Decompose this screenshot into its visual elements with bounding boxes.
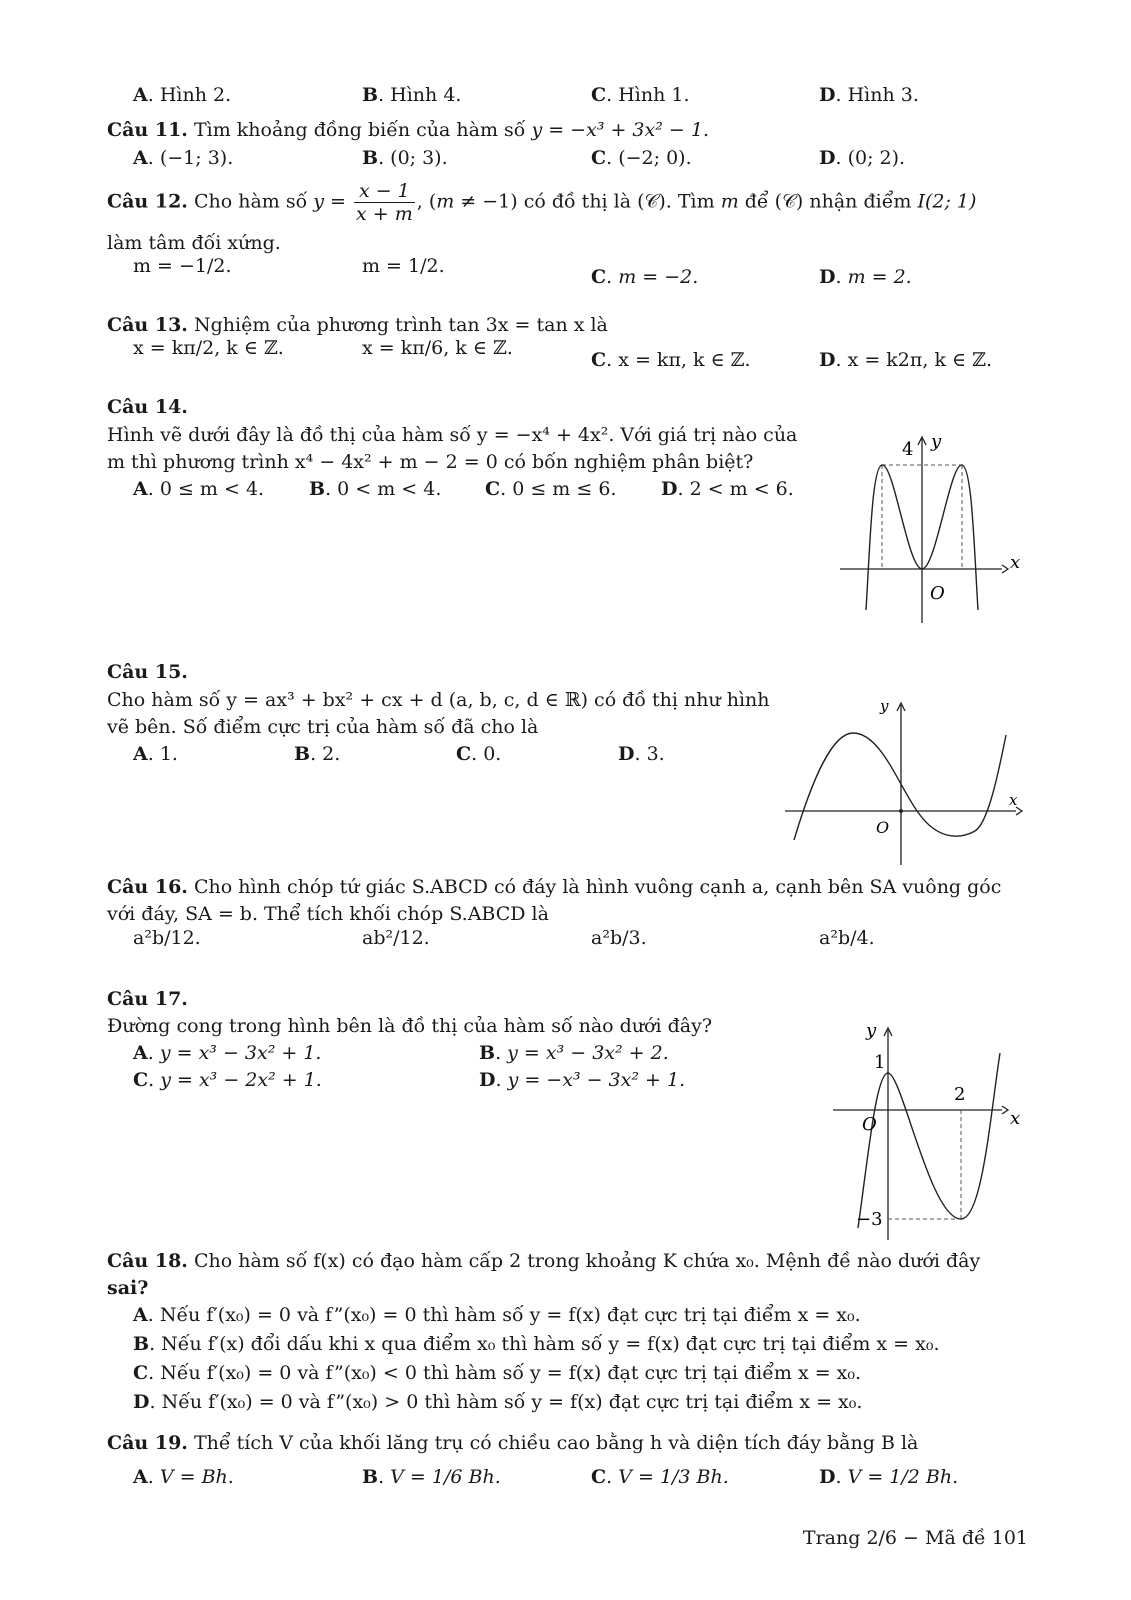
q12-option-d: D. m = 2. bbox=[819, 266, 912, 288]
q12-option-c: C. m = −2. bbox=[591, 266, 699, 288]
q18-option-c: C. Nếu f′(x₀) = 0 và f”(x₀) < 0 thì hàm số y = f(x) đạt cực trị tại điểm x = x₀. bbox=[133, 1362, 862, 1384]
q11-label: Câu 11. bbox=[107, 119, 188, 141]
q17-label-y: y bbox=[866, 1020, 877, 1041]
q12-label: Câu 12. bbox=[107, 190, 188, 213]
q13-option-a: x = kπ/2, k ∈ ℤ. bbox=[133, 337, 284, 359]
q16-option-a: a²b/12. bbox=[133, 927, 201, 949]
q18-line2: sai? bbox=[107, 1277, 149, 1299]
q17-label-o: O bbox=[862, 1114, 877, 1135]
q15-label-o: O bbox=[876, 818, 890, 837]
q13-option-b: x = kπ/6, k ∈ ℤ. bbox=[362, 337, 513, 359]
q16-option-b: ab²/12. bbox=[362, 927, 430, 949]
q16-line2: với đáy, SA = b. Thể tích khối chóp S.ABCD là bbox=[107, 903, 549, 925]
q18-label: Câu 18. bbox=[107, 1250, 188, 1272]
q18-option-b: B. Nếu f′(x) đổi dấu khi x qua điểm x₀ thì hàm số y = f(x) đạt cực trị tại điểm x = x₀. bbox=[133, 1333, 940, 1355]
q14-option-a: A. 0 ≤ m < 4. bbox=[133, 478, 265, 500]
q14-graph bbox=[830, 425, 1030, 635]
q12-fraction: $\frac{x - 1}{x + m}$ bbox=[356, 180, 413, 225]
q19-option-c: C. V = 1/3 Bh. bbox=[591, 1466, 729, 1488]
q17-label-2: 2 bbox=[954, 1084, 966, 1105]
q16-option-c: a²b/3. bbox=[591, 927, 647, 949]
q14-option-b: B. 0 < m < 4. bbox=[309, 478, 442, 500]
q19-option-b: B. V = 1/6 Bh. bbox=[362, 1466, 501, 1488]
q11-option-b: B. (0; 3). bbox=[362, 147, 448, 169]
q15-label: Câu 15. bbox=[107, 661, 188, 683]
q19-label: Câu 19. bbox=[107, 1432, 188, 1454]
q14-label-y: y bbox=[931, 431, 942, 452]
q13-label: Câu 13. bbox=[107, 314, 188, 336]
q17-curve bbox=[858, 1053, 1000, 1228]
q15-graph bbox=[780, 695, 1030, 870]
q13-option-c: C. x = kπ, k ∈ ℤ. bbox=[591, 349, 751, 371]
q14-label-x: x bbox=[1010, 552, 1021, 573]
q12-option-a: m = −1/2. bbox=[133, 255, 232, 277]
q11-option-c: C. (−2; 0). bbox=[591, 147, 692, 169]
q18-option-a: A. Nếu f′(x₀) = 0 và f”(x₀) = 0 thì hàm số y = f(x) đạt cực trị tại điểm x = x₀. bbox=[133, 1304, 861, 1326]
q10-option-c: C. Hình 1. bbox=[591, 84, 690, 106]
q12-stem: Câu 12. Cho hàm số y = $\frac{x - 1}{x + m}$ , (m ≠ −1) có đồ thị là (𝒞). Tìm m để (𝒞) nhận điểm I(2; 1) bbox=[107, 180, 977, 225]
q15-line2: vẽ bên. Số điểm cực trị của hàm số đã cho là bbox=[107, 716, 539, 738]
q19-stem: Câu 19. Thể tích V của khối lăng trụ có chiều cao bằng h và diện tích đáy bằng B là bbox=[107, 1432, 919, 1454]
q10-option-d: D. Hình 3. bbox=[819, 84, 919, 106]
q14-label-o: O bbox=[930, 583, 945, 604]
q19-option-a: A. V = Bh. bbox=[133, 1466, 234, 1488]
q14-label-4: 4 bbox=[902, 439, 914, 460]
q12-line2: làm tâm đối xứng. bbox=[107, 232, 281, 254]
q17-option-a: A. y = x³ − 3x² + 1. bbox=[133, 1042, 322, 1064]
q17-option-c: C. y = x³ − 2x² + 1. bbox=[133, 1069, 322, 1091]
q17-label-minus3: −3 bbox=[856, 1209, 883, 1230]
page-footer: Trang 2/6 − Mã đề 101 bbox=[802, 1527, 1028, 1549]
q15-option-c: C. 0. bbox=[456, 743, 502, 765]
q10-option-b: B. Hình 4. bbox=[362, 84, 462, 106]
q10-option-a: A. Hình 2. bbox=[133, 84, 232, 106]
q14-option-c: C. 0 ≤ m ≤ 6. bbox=[485, 478, 617, 500]
q16-line1: Câu 16. Cho hình chóp tứ giác S.ABCD có đáy là hình vuông cạnh a, cạnh bên SA vuông góc bbox=[107, 876, 1002, 898]
q13-stem: Câu 13. Nghiệm của phương trình tan 3x = tan x là bbox=[107, 314, 608, 336]
q11-stem: Câu 11. Tìm khoảng đồng biến của hàm số y = −x³ + 3x² − 1. bbox=[107, 119, 709, 141]
q13-option-d: D. x = k2π, k ∈ ℤ. bbox=[819, 349, 993, 371]
q15-option-d: D. 3. bbox=[618, 743, 665, 765]
q18-line1: Câu 18. Cho hàm số f(x) có đạo hàm cấp 2 trong khoảng K chứa x₀. Mệnh đề nào dưới đây bbox=[107, 1250, 981, 1272]
q14-line2: m thì phương trình x⁴ − 4x² + m − 2 = 0 có bốn nghiệm phân biệt? bbox=[107, 451, 754, 473]
q17-x-arrow bbox=[1002, 1106, 1008, 1114]
q14-option-d: D. 2 < m < 6. bbox=[661, 478, 794, 500]
q17-label-1: 1 bbox=[874, 1052, 886, 1073]
q17-label-x: x bbox=[1010, 1108, 1021, 1129]
q14-line1: Hình vẽ dưới đây là đồ thị của hàm số y = −x⁴ + 4x². Với giá trị nào của bbox=[107, 424, 798, 446]
q17-label: Câu 17. bbox=[107, 988, 188, 1010]
q17-option-b: B. y = x³ − 3x² + 2. bbox=[479, 1042, 669, 1064]
q19-option-d: D. V = 1/2 Bh. bbox=[819, 1466, 959, 1488]
q15-origin-dot bbox=[899, 809, 903, 813]
q16-option-d: a²b/4. bbox=[819, 927, 875, 949]
q14-x-arrow bbox=[1002, 565, 1008, 573]
q15-line1: Cho hàm số y = ax³ + bx² + cx + d (a, b, c, d ∈ ℝ) có đồ thị như hình bbox=[107, 689, 770, 711]
q11-option-d: D. (0; 2). bbox=[819, 147, 906, 169]
q17-graph bbox=[830, 1018, 1030, 1243]
q15-option-b: B. 2. bbox=[294, 743, 341, 765]
q17-option-d: D. y = −x³ − 3x² + 1. bbox=[479, 1069, 686, 1091]
q11-option-a: A. (−1; 3). bbox=[133, 147, 234, 169]
q14-label: Câu 14. bbox=[107, 396, 188, 418]
q15-curve bbox=[794, 733, 1006, 840]
q16-label: Câu 16. bbox=[107, 876, 188, 898]
q18-option-d: D. Nếu f′(x₀) = 0 và f”(x₀) > 0 thì hàm số y = f(x) đạt cực trị tại điểm x = x₀. bbox=[133, 1391, 863, 1413]
q12-option-b: m = 1/2. bbox=[362, 255, 445, 277]
q17-stem: Đường cong trong hình bên là đồ thị của hàm số nào dưới đây? bbox=[107, 1015, 713, 1037]
q15-label-x: x bbox=[1009, 791, 1018, 809]
q15-option-a: A. 1. bbox=[133, 743, 178, 765]
q15-label-y: y bbox=[880, 697, 889, 715]
